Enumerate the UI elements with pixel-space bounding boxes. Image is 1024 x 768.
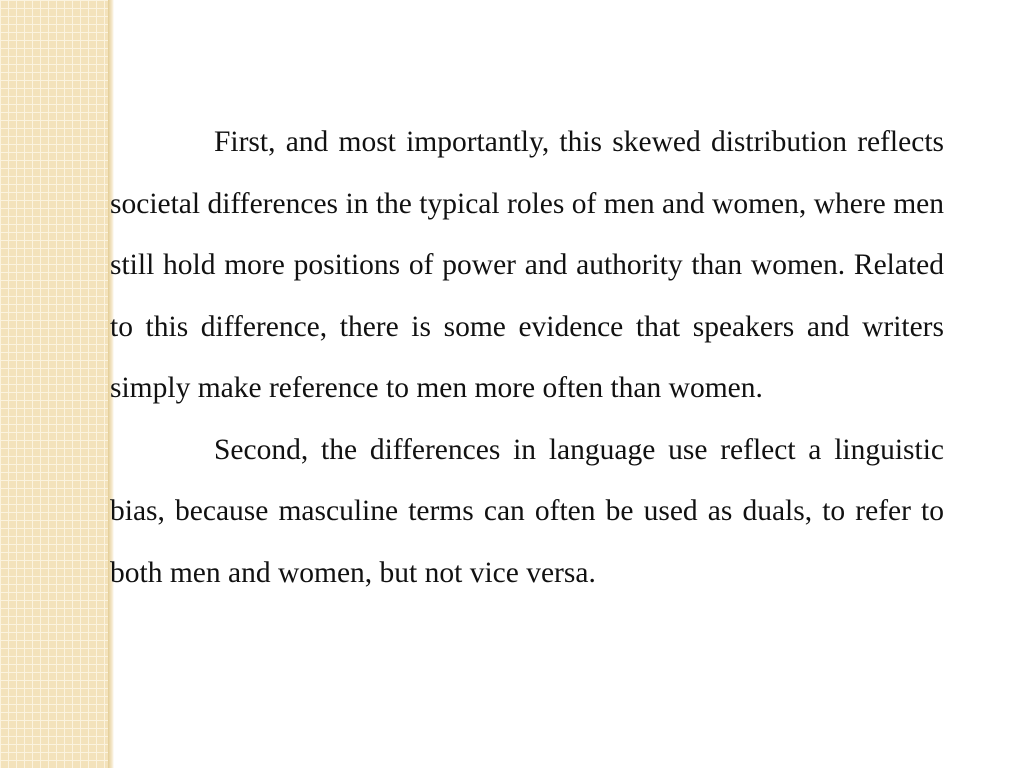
slide-body: [110, 112, 944, 604]
paragraph-first: First, and most importantly, this skewed distribution reflects societal differences in the typical roles of men and women, where men still hold more positions of power and authority than women. Related to this difference, there is some evidence that speakers and writers simply make reference to men more often than women.: [110, 126, 944, 404]
paragraph-second: Second, the differences in language use reflect a linguistic bias, because masculine terms can often be used as duals, to refer to both men and women, but not vice versa.: [110, 433, 944, 589]
decorative-side-pattern: [0, 0, 108, 768]
